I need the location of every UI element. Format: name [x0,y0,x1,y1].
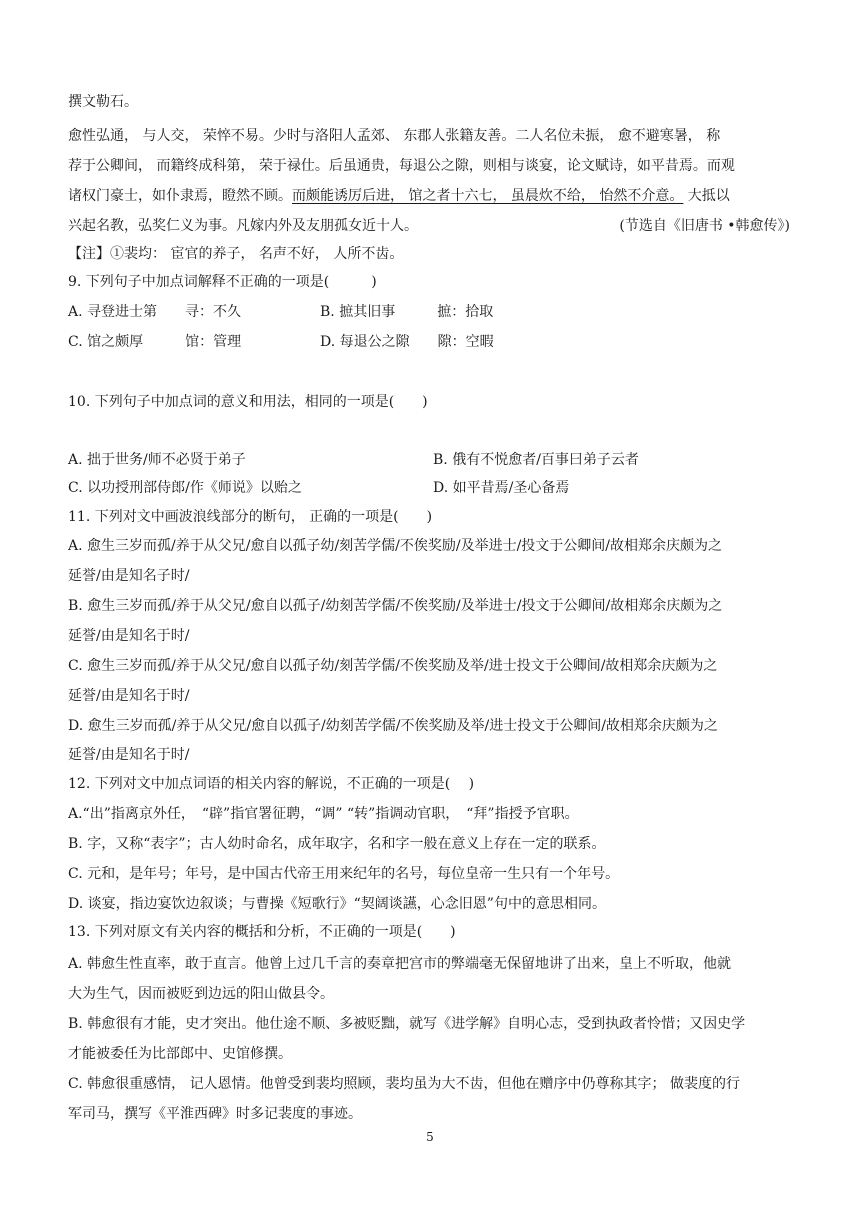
source-citation: (节选自《旧唐书 •韩愈传》) [619,218,790,234]
q11-option-d: D. 愈生三岁而孤/养于从父兄/愈自以孤子/幼刻苦学儒/不俟奖励及举/进士投文于公卿间/故相郑余庆颇为之 [68,718,718,734]
q10-option-d: D. 如平昔焉/圣心备焉 [433,480,570,496]
q10-option-a: A. 拙于世务/师不必贤于弟子 [68,452,246,468]
q9-option-a: A. 寻登进士第 寻：不久 [68,304,242,320]
passage-line: 撰文勒石。 [68,94,138,110]
passage-text: 诸权门豪士，如仆隶焉，瞪然不顾。 [68,188,292,204]
q13-option-c-cont: 军司马，撰写《平淮西碑》时多记裴度的事迹。 [68,1106,362,1122]
q10-option-b: B. 俄有不悦愈者/百事曰弟子云者 [433,452,639,468]
q12-option-d: D. 谈宴，指边宴饮边叙谈；与曹操《短歌行》“契阔谈讌，心念旧恩”句中的意思相同。 [68,896,606,912]
question-10-stem: 10. 下列句子中加点词的意义和用法，相同的一项是( ) [68,394,428,410]
q13-option-a-cont: 大为生气，因而被贬到边远的阳山做县令。 [68,986,334,1002]
q13-option-b-cont: 才能被委任为比部郎中、史馆修撰。 [68,1046,292,1062]
q11-option-c-cont: 延誉/由是知名于时/ [68,688,190,704]
passage-line: 兴起名教，弘奖仁义为事。凡嫁内外及友朋孤女近十人。 [68,218,418,234]
q12-option-c: C. 元和，是年号；年号，是中国古代帝王用来纪年的名号，每位皇帝一生只有一个年号。 [68,866,620,882]
question-11-stem: 11. 下列对文中画波浪线部分的断句， 正确的一项是( ) [68,509,433,525]
q12-option-b: B. 字，又称“表字”；古人幼时命名，成年取字，名和字一般在意义上存在一定的联系。 [68,836,606,852]
q11-option-b-cont: 延誉/由是知名于时/ [68,628,190,644]
question-12-stem: 12. 下列对文中加点词语的相关内容的解说，不正确的一项是( ) [68,776,475,792]
q9-option-d: D. 每退公之隙 隙：空暇 [320,334,494,350]
q10-option-c: C. 以功授刑部侍郎/作《师说》以贻之 [68,480,302,496]
q9-option-b: B. 摭其旧事 摭：拾取 [320,304,494,320]
passage-line: 荐于公卿间， 而籍终成科第， 荣于禄仕。后虽通贵，每退公之隙，则相与谈宴，论文赋诗，如平昔焉。而观 [68,158,735,174]
q13-option-b: B. 韩愈很有才能，史才突出。他仕途不顺、多被贬黜，就写《进学解》自明心志，受到执政者怜惜；又因史学 [68,1016,746,1032]
q12-option-a: A.“出”指离京外任， “辟”指官署征聘，“调” “转”指调动官职， “拜”指授予官职。 [68,806,579,822]
q9-option-c: C. 馆之颇厚 馆：管理 [68,334,242,350]
q13-option-c: C. 韩愈很重感情， 记人恩情。他曾受到裴均照顾，裴均虽为大不齿，但他在赠序中仍尊称其字； 做裴度的行 [68,1076,741,1092]
passage-line [68,186,792,206]
passage-line: 愈性弘通， 与人交， 荣悴不易。少时与洛阳人孟郊、 东郡人张籍友善。二人名位未振， 愈不避寒暑， 称 [68,128,721,144]
question-9-stem: 9. 下列句子中加点词解释不正确的一项是( ) [68,274,377,290]
q11-option-a: A. 愈生三岁而孤/养于从父兄/愈自以孤子幼/刻苦学儒/不俟奖励/及举进士/投文于公卿间/故相郑余庆颇为之 [68,538,723,554]
q11-option-c: C. 愈生三岁而孤/养于从父兄/愈自以孤子幼/刻苦学儒/不俟奖励及举/进士投文于公卿间/故相郑余庆颇为之 [68,658,718,674]
q11-option-d-cont: 延誉/由是知名于时/ [68,747,190,763]
q11-option-a-cont: 延誉/由是知名子时/ [68,568,190,584]
q13-option-a: A. 韩愈生性直率，敢于直言。他曾上过几千言的奏章把宫市的弊端毫无保留地讲了出来，皇上不听取，他就 [68,956,732,972]
passage-text: 大抵以 [683,188,730,204]
q11-option-b: B. 愈生三岁而孤/养于从父兄/愈自以孤子/幼刻苦学儒/不俟奖励/及举进士/投文于公卿间/故相郑余庆颇为之 [68,598,723,614]
question-13-stem: 13. 下列对原文有关内容的概括和分析，不正确的一项是( ) [68,924,456,940]
annotation-note: 【注】①裴均： 宦官的养子， 名声不好， 人所不齿。 [68,246,404,262]
page-number: 5 [426,1130,434,1144]
wavy-underlined-text: 而颇能诱厉后进， 馆之者十六七， 虽晨炊不给， 怡然不介意。 [292,188,684,204]
